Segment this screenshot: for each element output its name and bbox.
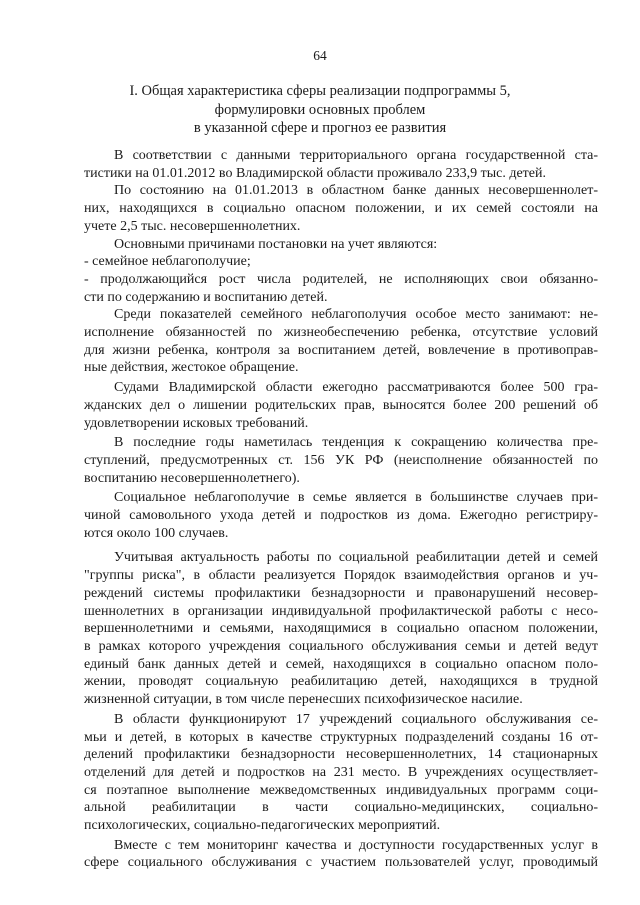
text-line: альной реабилитации в части социально-медицинских, социально- <box>84 800 598 816</box>
text-line: - продолжающийся рост числа родителей, не исполняющих свои обязанно- <box>84 271 598 287</box>
text-line: По состоянию на 01.01.2013 в областном банке данных несовершеннолет- <box>114 183 598 199</box>
text-line: В соответствии с данными территориального органа государственной ста- <box>114 148 598 163</box>
text-line: жении, проводят социальную реабилитацию детей, находящихся в трудной <box>84 674 598 690</box>
text-line: В последние годы наметилась тенденция к сокращению количества пре- <box>114 435 598 451</box>
text-line: шеннолетних в организации индивидуальной профилактической работы с несо- <box>84 603 598 619</box>
text-line: - семейное неблагополучие; <box>84 254 251 270</box>
paragraph-courts <box>84 379 598 432</box>
paragraph-census <box>84 147 598 182</box>
text-line: Вместе с тем мониторинг качества и доступности государственных услуг в <box>114 837 598 853</box>
paragraph-monitoring <box>84 837 598 872</box>
text-line: делений профилактики безнадзорности несовершеннолетних, 14 стационарных <box>84 747 598 763</box>
text-line: Основными причинами постановки на учет являются: <box>114 236 438 252</box>
text-line: них, находящихся в социально опасном положении, и их семей состояли на <box>84 201 598 217</box>
text-line: вершеннолетними и семьями, находящимися в социально опасном положении, <box>84 621 598 637</box>
text-line: чиной самовольного ухода детей и подростков из дома. Ежегодно регистриру- <box>84 508 598 524</box>
text-line: для жизни ребенка, контроля за воспитанием детей, вовлечение в противоправ- <box>84 342 598 358</box>
text-line: реждений системы профилактики безнадзорности и правонарушений несовер- <box>84 585 598 601</box>
text-line: ся поэтапное выполнение межведомственных индивидуальных программ соци- <box>84 782 598 798</box>
text-line: воспитанию несовершеннолетнего). <box>84 470 300 486</box>
heading-line: формулировки основных проблем <box>214 101 426 118</box>
text-line: сти по содержанию и воспитанию детей. <box>84 289 328 305</box>
text-line: ступлений, предусмотренных ст. 156 УК РФ (неисполнение обязанностей по <box>84 452 598 468</box>
text-line: жданских дел о лишении родительских прав, выносятся более 200 решений об <box>84 397 598 413</box>
text-line: сфере социального обслуживания с участием пользователей услуг, проводимый <box>84 855 598 871</box>
section-heading <box>80 82 560 138</box>
paragraph-data-bank <box>84 182 598 235</box>
page-number: 64 <box>313 48 327 63</box>
heading-line: I. Общая характеристика сферы реализации подпрограммы 5, <box>129 83 511 99</box>
text-line: Социальное неблагополучие в семье является в большинстве случаев при- <box>114 490 598 506</box>
text-line: отделений для детей и подростков на 231 место. В учреждениях осуществляет- <box>84 764 598 780</box>
paragraph-institutions <box>84 711 598 835</box>
paragraph-runaways <box>84 489 598 542</box>
text-line: ные действия, жестокое обращение. <box>84 360 299 376</box>
text-line: единый банк данных детей и семей, находящихся в социально опасном поло- <box>84 656 598 672</box>
text-line: исполнение обязанностей по жизнеобеспечению ребенка, отсутствие условий <box>84 325 598 341</box>
paragraph-rehabilitation <box>84 549 598 708</box>
text-line: жизненной ситуации, в том числе перенесших психофизическое насилие. <box>84 692 523 708</box>
text-line: "группы риска", в области реализуется Порядок взаимодействия органов и уч- <box>84 568 598 584</box>
text-line: мьи и детей, в которых в качестве структурных подразделений созданы 16 от- <box>84 729 598 745</box>
paragraph-indicators <box>84 306 598 377</box>
list-item-reason <box>84 271 598 306</box>
text-line: Учитывая актуальность работы по социальной реабилитации детей и семей <box>114 550 598 566</box>
text-line: ются около 100 случаев. <box>84 525 229 541</box>
text-line: Среди показателей семейного неблагополучия особое место занимают: не- <box>114 307 598 323</box>
document-body <box>84 147 598 872</box>
text-line: в рамках которого учреждения социального обслуживания семьи и детей ведут <box>84 638 598 654</box>
paragraph-reasons-intro <box>84 236 598 254</box>
text-line: тистики на 01.01.2012 во Владимирской области проживало 233,9 тыс. детей. <box>84 165 547 181</box>
heading-line: в указанной сфере и прогноз ее развития <box>193 120 447 136</box>
text-line: учете 2,5 тыс. несовершеннолетних. <box>84 218 301 234</box>
text-line: психологических, социально-педагогических мероприятий. <box>84 818 441 834</box>
list-item-reason <box>84 253 598 271</box>
text-line: Судами Владимирской области ежегодно рассматриваются более 500 гра- <box>114 380 598 396</box>
text-line: В области функционируют 17 учреждений социального обслуживания се- <box>114 711 598 727</box>
text-line: удовлетворении исковых требований. <box>84 415 309 431</box>
paragraph-crime-trend <box>84 434 598 487</box>
